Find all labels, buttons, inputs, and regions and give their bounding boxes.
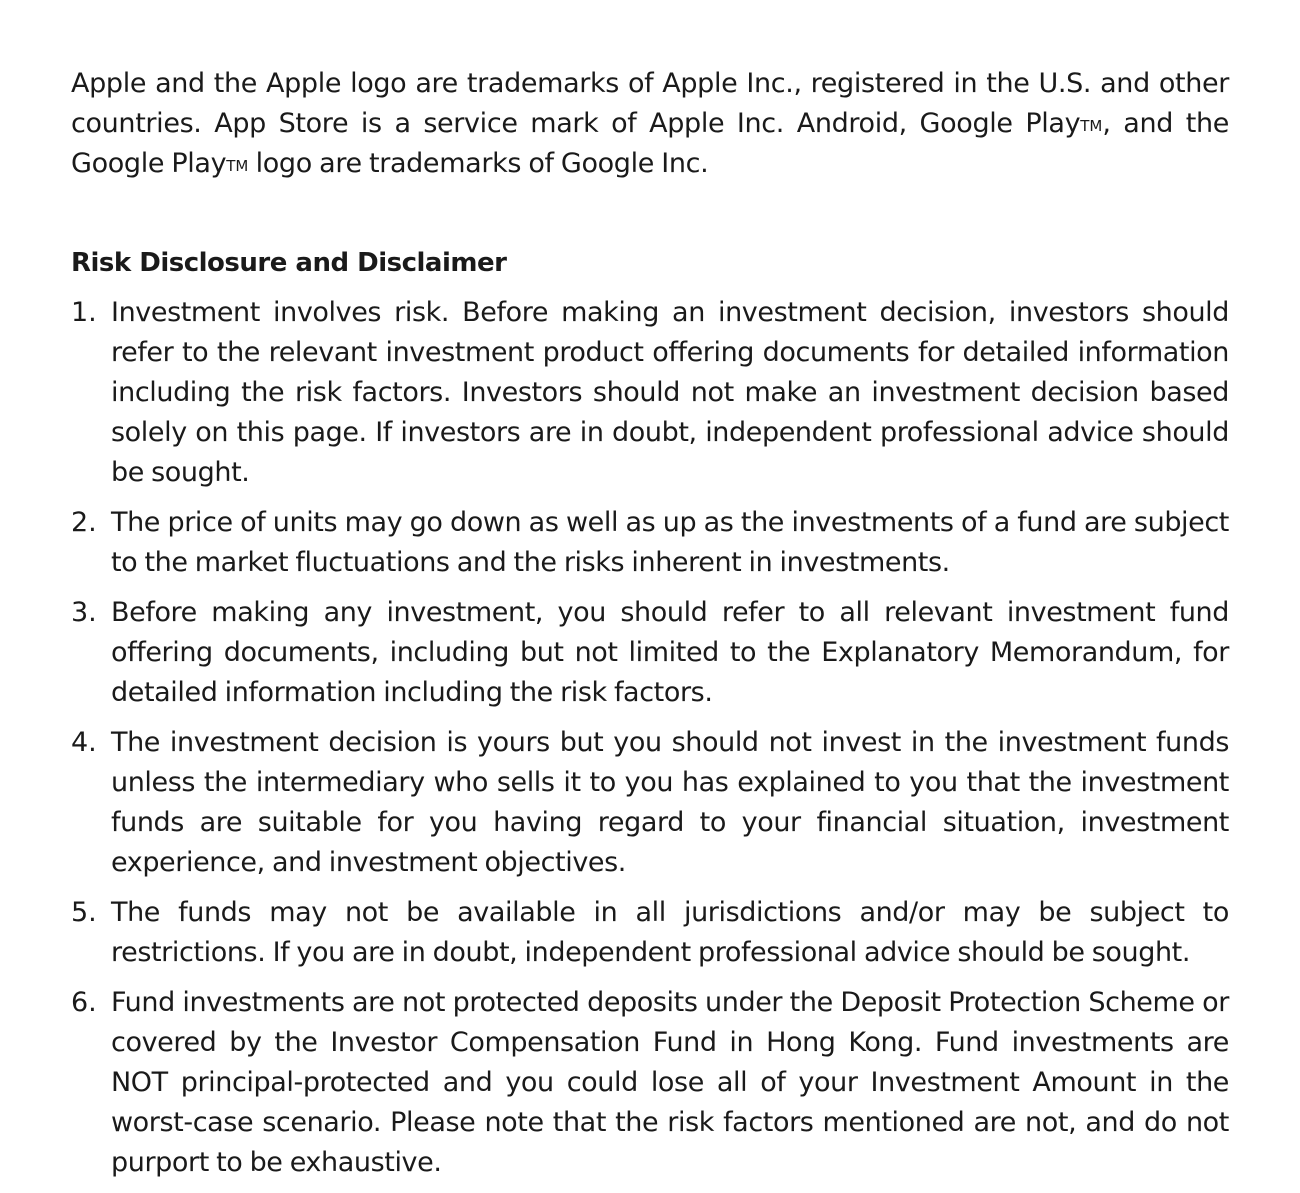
trademark-text-part2: , and the Google Play bbox=[71, 108, 1229, 179]
list-item-text: Investment involves risk. Before making an investment decision, investors should refer to the relevant investment product offering documents for detailed information including the risk factors. Investors should not make an investment decision based solely on this page. If investors are in doubt, independent professional advice should be sought. bbox=[111, 297, 1229, 488]
list-item bbox=[71, 723, 1229, 883]
list-item-number: 1. bbox=[71, 297, 97, 328]
list-item-text: Before making any investment, you should refer to all relevant investment fund offering documents, including but not limited to the Explanatory Memorandum, for detailed information including the risk factors. bbox=[111, 597, 1229, 708]
list-item bbox=[71, 503, 1229, 583]
list-item bbox=[71, 593, 1229, 713]
document-page bbox=[71, 64, 1229, 1193]
list-item-number: 6. bbox=[71, 987, 97, 1018]
list-item bbox=[71, 893, 1229, 973]
list-item-text: Fund investments are not protected deposits under the Deposit Protection Scheme or covered by the Investor Compensation Fund in Hong Kong. Fund investments are NOT principal-protected and you could lose all of your Investment Amount in the worst-case scenario. Please note that the risk factors mentioned are not, and do not purport to be exhaustive. bbox=[111, 987, 1229, 1178]
list-item-number: 5. bbox=[71, 897, 97, 928]
list-item-text: The funds may not be available in all jurisdictions and/or may be subject to restrictions. If you are in doubt, independent professional advice should be sought. bbox=[111, 897, 1229, 968]
risk-disclosure-list bbox=[71, 293, 1229, 1183]
list-item-number: 4. bbox=[71, 727, 97, 758]
list-item bbox=[71, 293, 1229, 493]
trademark-symbol-1: TM bbox=[1080, 117, 1103, 135]
list-item-number: 2. bbox=[71, 507, 97, 538]
trademark-text-part1: Apple and the Apple logo are trademarks of Apple Inc., registered in the U.S. and other countries. App Store is a service mark of Apple Inc. Android, Google Play bbox=[71, 68, 1229, 139]
trademark-symbol-2: TM bbox=[226, 157, 249, 175]
list-item-text: The price of units may go down as well as up as the investments of a fund are subject to the market fluctuations and the risks inherent in investments. bbox=[111, 507, 1229, 578]
list-item-text: The investment decision is yours but you should not invest in the investment funds unless the intermediary who sells it to you has explained to you that the investment funds are suitable for you having regard to your financial situation, investment experience, and investment objectives. bbox=[111, 727, 1229, 878]
list-item-number: 3. bbox=[71, 597, 97, 628]
risk-disclosure-heading: Risk Disclosure and Disclaimer bbox=[71, 248, 507, 278]
trademark-notice bbox=[71, 64, 1229, 184]
list-item bbox=[71, 983, 1229, 1183]
trademark-text-part3: logo are trademarks of Google Inc. bbox=[248, 148, 709, 179]
